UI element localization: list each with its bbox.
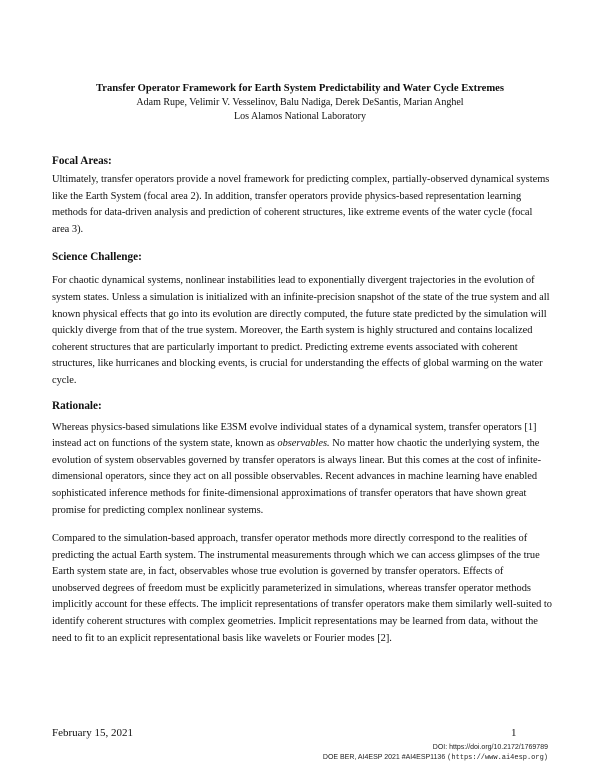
rationale-paragraph-2: Compared to the simulation-based approach, transfer operator methods more directly correspond to the realities of predicting the actual Earth system. The instrumental measurements through which we can access glimpses of the true Earth system state are, in fact, observables whose true evolution is governed by transfer operators. Effects of unobserved degrees of freedom must be explicitly parameterized in simulations, whereas transfer operator methods implicitly account for these effects. The implicit representations of transfer operators make them similarly well-suited to identify coherent structures with complex geometries. Implicit representations may be learned from data, without the need to fit to an explicit representational basis like wavelets or Fourier modes [2]. bbox=[52, 533, 552, 644]
rationale-p1-start: Whereas physics-based simulations like E3SM evolve individual states of a dynamical system, transfer operators [1] instead act on functions of the system state, known as bbox=[52, 421, 537, 450]
rationale-paragraph-1 bbox=[52, 420, 552, 520]
citation-line bbox=[323, 753, 548, 763]
science-challenge-heading: Science Challenge: bbox=[52, 251, 142, 264]
affiliation: Los Alamos National Laboratory bbox=[234, 111, 366, 122]
rationale-p1-end: No matter how chaotic the underlying system, the evolution of system observables governed by transfer operators is always linear. But this comes at the cost of infinite-dimensional operators, since they act on all possible observables. Recent advances in machine learning have enabled sophisticated inference methods for finite-dimensional approximations of transfer operators that have shown great promise for predicting complex nonlinear systems. bbox=[52, 438, 542, 516]
citation-text: DOE BER, AI4ESP 2021 #AI4ESP1136 bbox=[322, 754, 446, 761]
science-challenge-text: For chaotic dynamical systems, nonlinear instabilities lead to exponentially divergent trajectories in the evolution of system states. Unless a simulation is initialized with an infinite-precision snapshot of the state of the true system and all known physical effects that go into its evolution are directly computed, the future state predicted by the simulation will quickly diverge from that of the true system. Moreover, the Earth system is highly structured and contains localized coherent structures that are particularly important to predict. Predicting extreme events associated with coherent structures, like hurricanes and blocking events, is crucial for understanding the effects of global warming on the water cycle. bbox=[52, 275, 550, 386]
website-link[interactable]: (https://www.ai4esp.org) bbox=[447, 754, 548, 762]
author-list: Adam Rupe, Velimir V. Vesselinov, Balu Nadiga, Derek DeSantis, Marian Anghel bbox=[136, 97, 464, 108]
doi-link[interactable]: DOI: https://doi.org/10.2172/1769789 bbox=[432, 744, 548, 751]
doi-block bbox=[323, 743, 548, 763]
paper-title: Transfer Operator Framework for Earth System Predictability and Water Cycle Extremes bbox=[96, 83, 504, 94]
focal-areas-heading: Focal Areas: bbox=[52, 155, 112, 167]
observables-term: observables. bbox=[277, 438, 330, 450]
body-content bbox=[52, 154, 552, 647]
focal-areas-text: Ultimately, transfer operators provide a novel framework for predicting complex, partially-observed dynamical systems like the Earth System (focal area 2). In addition, transfer operators provide physics-based representation learning methods for data-driven analysis and prediction of coherent structures, like extreme events of the water cycle (focal area 3). bbox=[52, 174, 550, 235]
title-block bbox=[52, 82, 548, 124]
rationale-heading: Rationale: bbox=[52, 399, 102, 412]
footer-date: February 15, 2021 bbox=[52, 727, 133, 739]
page-number: 1 bbox=[511, 727, 517, 739]
